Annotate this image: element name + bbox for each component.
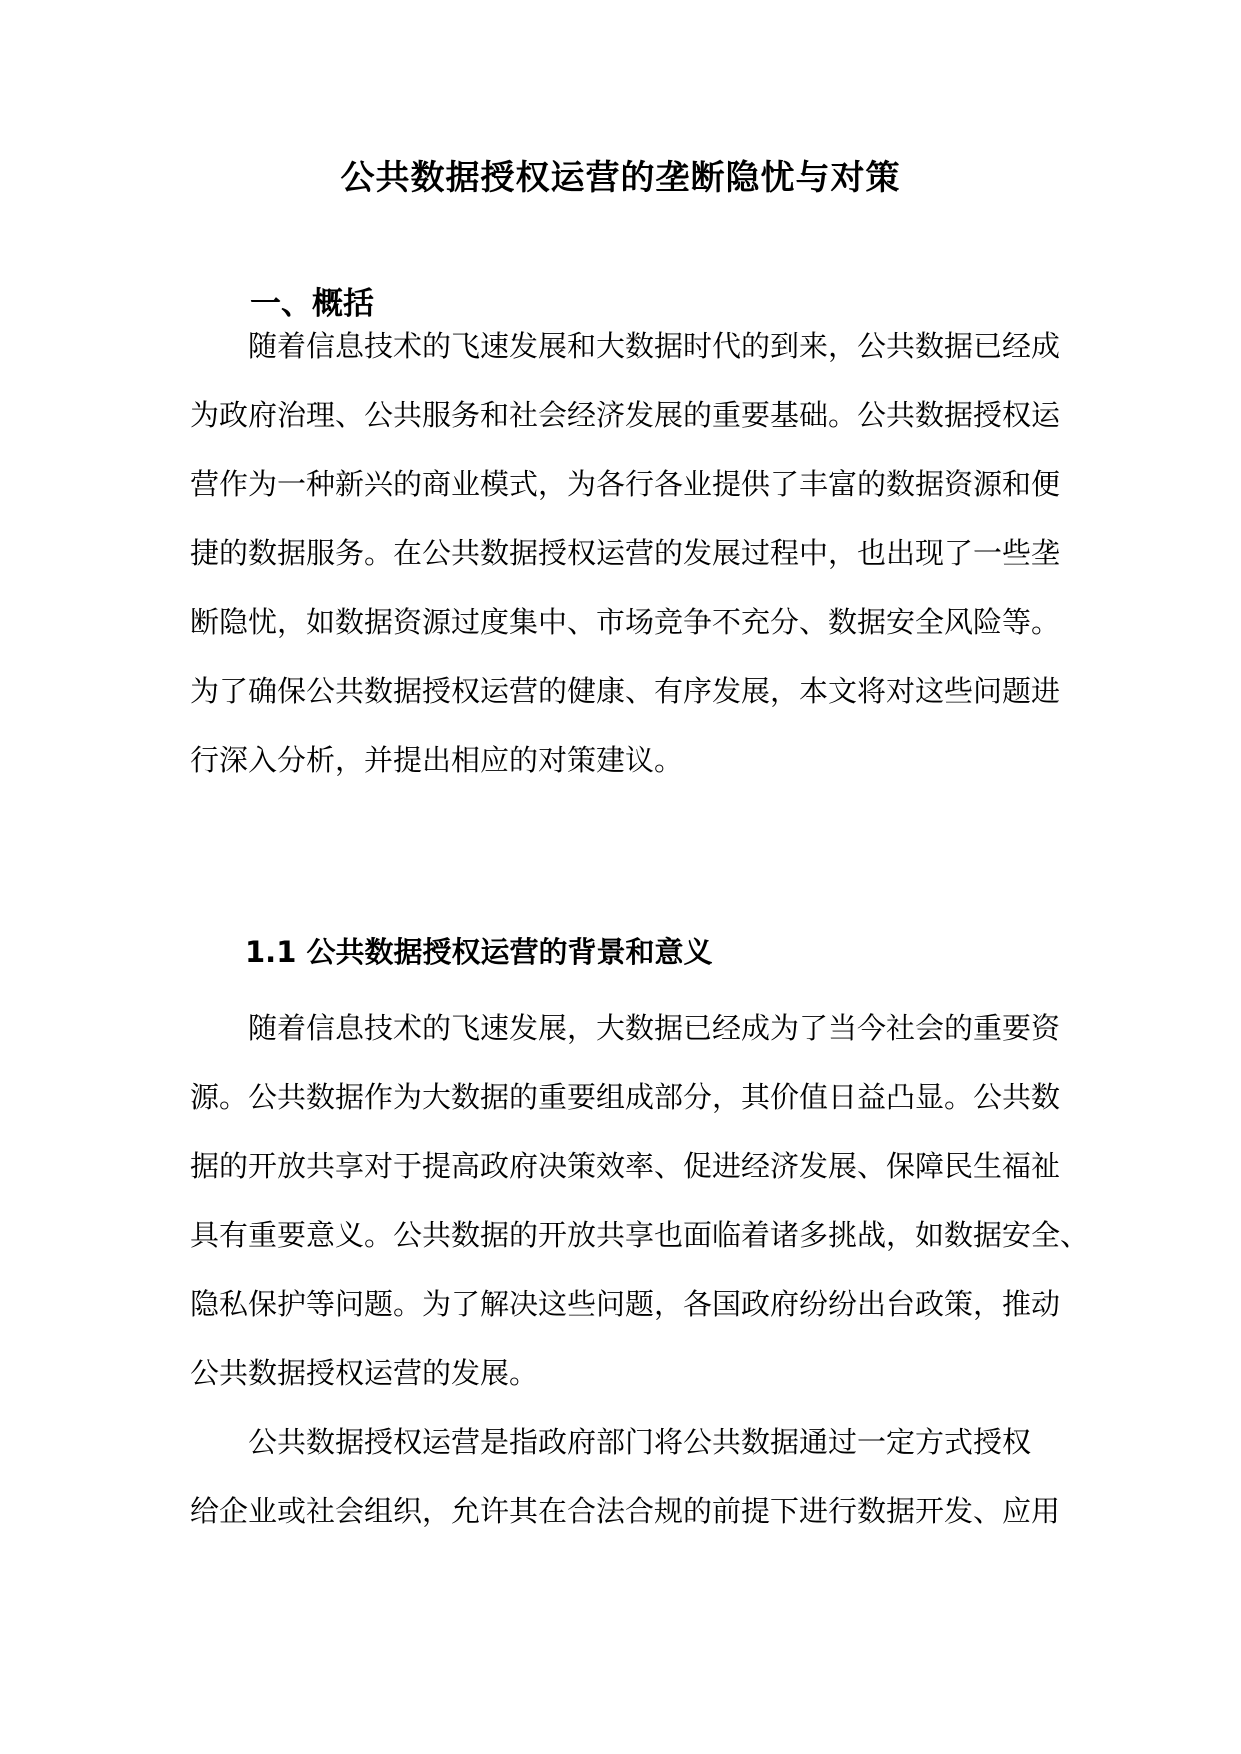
text-line: 行深入分析，并提出相应的对策建议。 bbox=[190, 743, 684, 777]
text-line: 公共数据授权运营的发展。 bbox=[190, 1356, 539, 1390]
text-line: 据的开放共享对于提高政府决策效率、促进经济发展、保障民生福祉 bbox=[190, 1149, 1061, 1183]
text-line: 随着信息技术的飞速发展，大数据已经成为了当今社会的重要资 bbox=[248, 1011, 1061, 1045]
text-line: 公共数据授权运营是指政府部门将公共数据通过一定方式授权 bbox=[248, 1425, 1032, 1459]
text-line: 给企业或社会组织，允许其在合法合规的前提下进行数据开发、应用 bbox=[190, 1494, 1061, 1528]
text-line: 断隐忧，如数据资源过度集中、市场竞争不充分、数据安全风险等。 bbox=[190, 605, 1061, 639]
text-line: 具有重要意义。公共数据的开放共享也面临着诸多挑战，如数据安全、 bbox=[190, 1218, 1090, 1252]
text-line: 隐私保护等问题。为了解决这些问题，各国政府纷纷出台政策，推动 bbox=[190, 1287, 1061, 1321]
text-line: 为政府治理、公共服务和社会经济发展的重要基础。公共数据授权运 bbox=[190, 398, 1061, 432]
section-heading-background: 1.1 公共数据授权运营的背景和意义 bbox=[245, 935, 713, 969]
text-line: 营作为一种新兴的商业模式，为各行各业提供了丰富的数据资源和便 bbox=[190, 467, 1061, 501]
text-line: 源。公共数据作为大数据的重要组成部分，其价值日益凸显。公共数 bbox=[190, 1080, 1061, 1114]
text-line: 捷的数据服务。在公共数据授权运营的发展过程中，也出现了一些垄 bbox=[190, 536, 1061, 570]
section-heading-overview: 一、概括 bbox=[250, 286, 374, 322]
text-line: 随着信息技术的飞速发展和大数据时代的到来，公共数据已经成 bbox=[248, 329, 1061, 363]
document-title: 公共数据授权运营的垄断隐忧与对策 bbox=[340, 158, 901, 198]
text-line: 为了确保公共数据授权运营的健康、有序发展，本文将对这些问题进 bbox=[190, 674, 1061, 708]
